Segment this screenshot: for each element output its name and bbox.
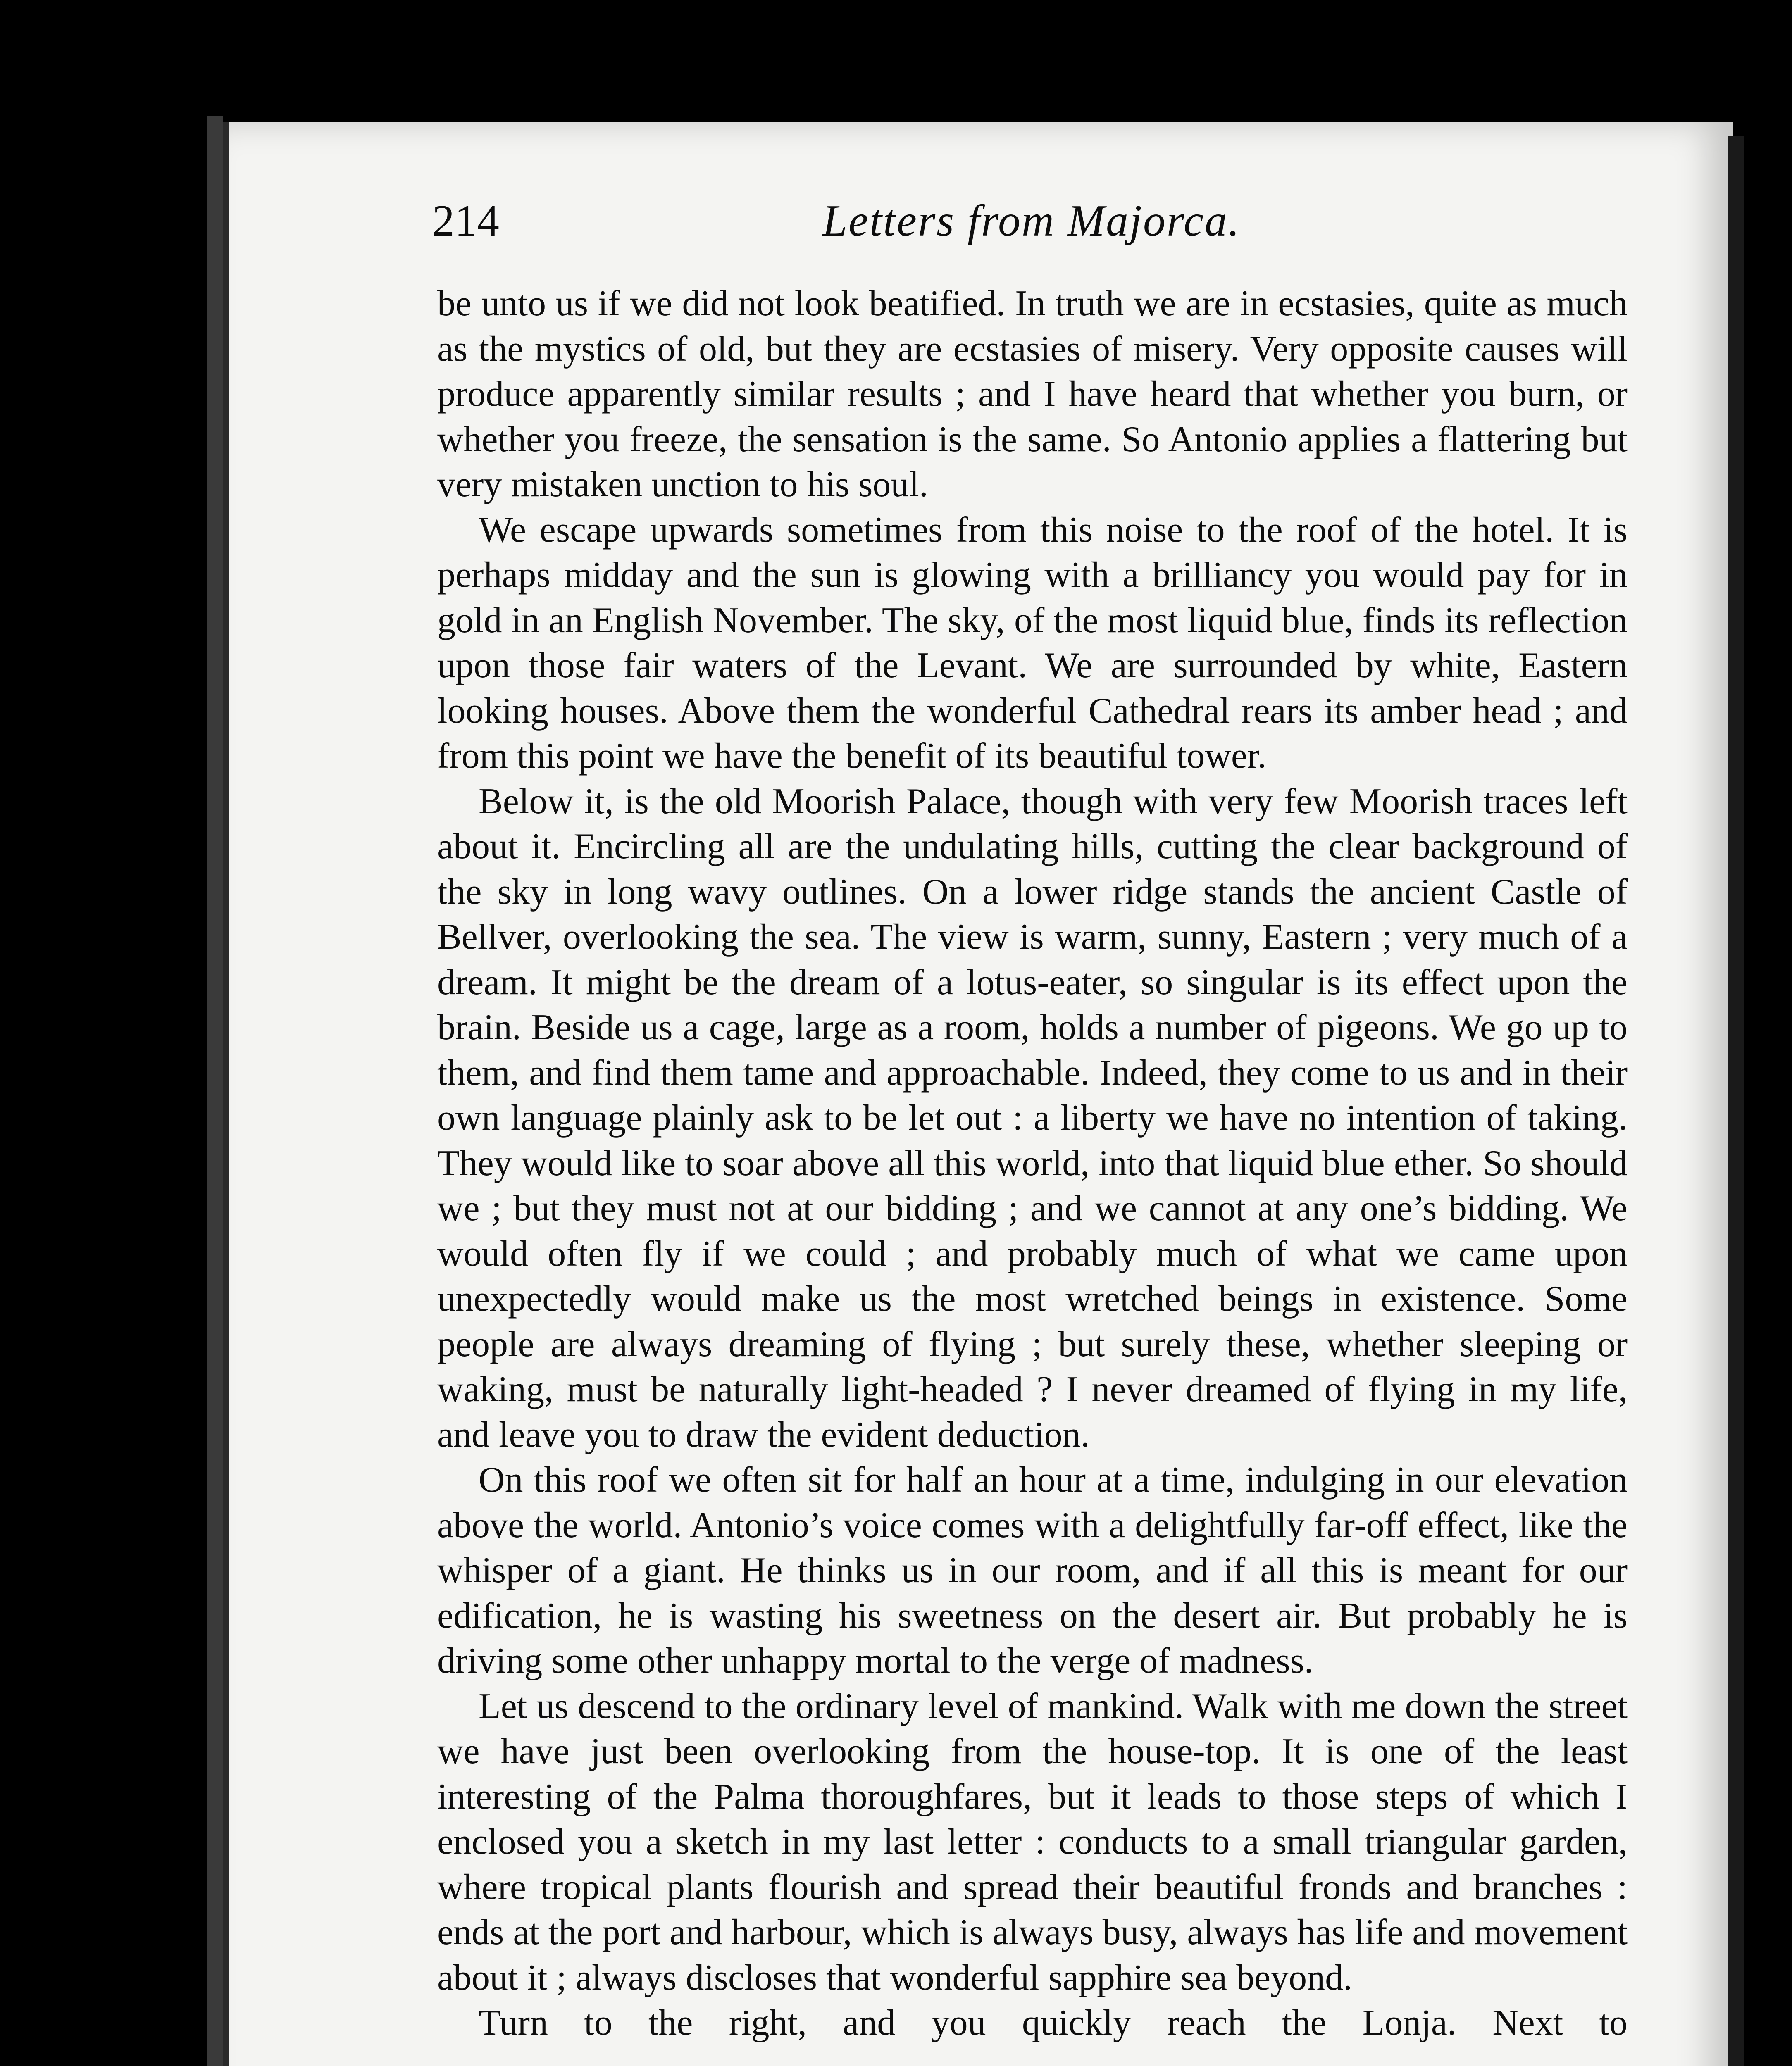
page-edge [1728,136,1744,2066]
page-number: 214 [432,196,499,245]
paragraph-5: Let us descend to the ordinary level of mankind. Walk with me down the street we have just been overlooking from the house-top. It is one of the least interesting of the Palma thoroughfares, but it leads to those steps of which I enclosed you a sketch in my last letter : conducts to a small triangular garden, where tropical plants flourish and spread their beautiful fronds and branches : ends at the port and harbour, which is always busy, always has life and movement about it ; always discloses that wonderful sapphire sea beyond. [437,1686,1628,1998]
paragraph-3: Below it, is the old Moorish Palace, though with very few Moorish traces left about it. Encircling all are the undulating hills, cutting the clear background of the sky in long wavy outlines. On a lower ridge stands the ancient Castle of Bellver, overlooking the sea. The view is warm, sunny, Eastern ; very much of a dream. It might be the dream of a lotus-eater, so singular is its effect upon the brain. Beside us a cage, large as a room, holds a number of pigeons. We go up to them, and find them tame and approachable. Indeed, they come to us and in their own language plainly ask to be let out : a liberty we have no intention of taking. They would like to soar above all this world, into that liquid blue ether. So should we ; but they must not at our bidding ; and we cannot at any one’s bidding. We would often fly if we could ; and probably much of what we came upon unexpectedly would make us the most wretched beings in existence. Some people are always dreaming of flying ; but surely these, whether sleeping or waking, must be naturally light-headed ? I never dreamed of flying in my life, and leave you to draw the evident deduction. [437,781,1628,1455]
page-header [432,186,1631,256]
paragraph-4: On this roof we often sit for half an hour at a time, indulging in our elevation above the world. Antonio’s voice comes with a delightfully far-off effect, like the whisper of a giant. He thinks us in our room, and if all this is meant for our edification, he is wasting his sweetness on the desert air. But probably he is driving some other unhappy mortal to the verge of madness. [437,1460,1628,1681]
paragraph-1: be unto us if we did not look beatified. In truth we are in ecstasies, quite as much as the mystics of old, but they are ecstasies of misery. Very opposite causes will produce apparently similar results ; and I have heard that whether you burn, or whether you freeze, the sensation is the same. So Antonio applies a flattering but very mistaken unction to his soul. [437,283,1628,505]
paragraph-2: We escape upwards sometimes from this noise to the roof of the hotel. It is perhaps midday and the sun is glowing with a brilliancy you would pay for in gold in an English November. The sky, of the most liquid blue, finds its reflection upon those fair waters of the Levant. We are surrounded by white, Eastern looking houses. Above them the wonderful Cathedral rears its amber head ; and from this point we have the benefit of its beautiful tower. [437,509,1628,776]
paragraph-6: Turn to the right, and you quickly reach the Lonja. Next to [479,2003,1628,2043]
body-text [437,281,1628,2046]
running-head: Letters from Majorca. [822,196,1241,245]
book-gutter [207,116,223,2066]
